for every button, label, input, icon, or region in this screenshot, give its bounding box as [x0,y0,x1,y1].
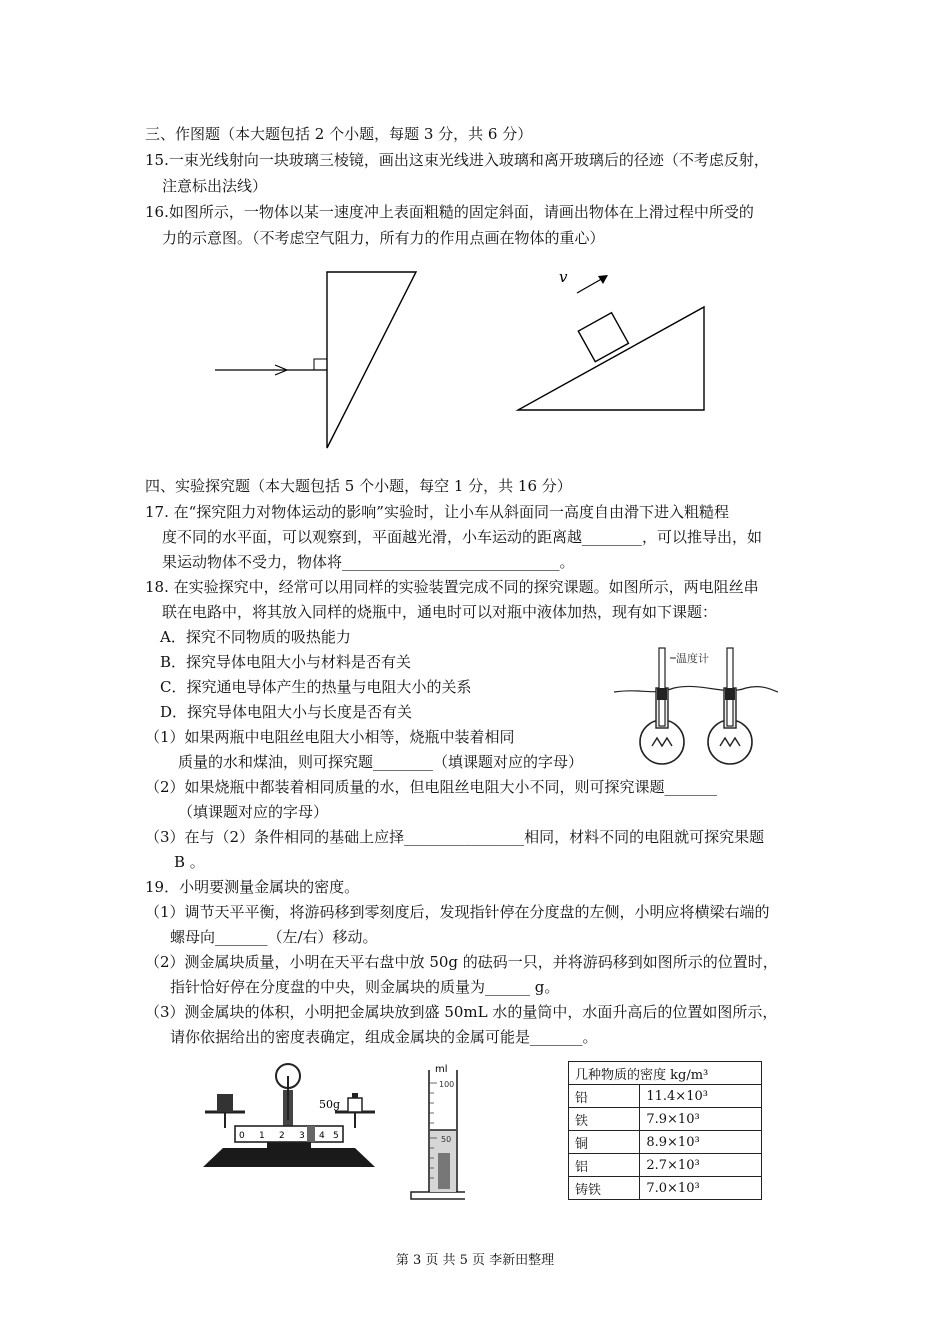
weight-label: 50g [319,1098,341,1111]
page-footer: 第 3 页 共 5 页 李新田整理 [395,1253,555,1268]
measuring-cylinder-figure [405,1058,465,1203]
q16-line1: 16.如图所示，一物体以某一速度冲上表面粗糙的固定斜面，请画出物体在上滑过程中所受的 [145,203,754,221]
incline-figure [515,265,710,415]
q15-line1: 15.一束光线射向一块玻璃三棱镜，画出这束光线进入玻璃和离开玻璃后的径迹（不考虑反射， [145,151,769,169]
scale-tick-0: 0 [239,1131,245,1141]
q15-line2: 注意标出法线） [162,177,268,195]
q19-part3-line2: 请你依据给出的密度表确定，组成金属块的金属可能是_______。 [170,1028,598,1046]
table-cell-name: 铸铁 [569,1177,640,1200]
right-thermometer [727,648,733,726]
density-table-wrapper [568,1061,762,1200]
left-thermometer [659,648,665,726]
q17-line2: 度不同的水平面，可以观察到，平面越光滑，小车运动的距离越________，可以推导出，如 [162,528,763,546]
balance-rider [307,1126,315,1142]
table-row [569,1177,762,1200]
q18-part3-line1: （3）在与（2）条件相同的基础上应择________________相同，材料不同的电阻就可探究果题 [145,828,765,846]
thermometer-label: 温度计 [676,652,709,665]
scale-tick-3: 3 [299,1131,305,1141]
cylinder-mark-50: 50 [441,1135,452,1144]
table-row [569,1131,762,1154]
table-cell-name: 铝 [569,1154,640,1177]
q19-part2-line2: 指针恰好停在分度盘的中央，则金属块的质量为______ g。 [170,978,560,996]
right-heating-wire [720,738,740,746]
table-cell-value: 7.9×10³ [640,1108,762,1131]
q19-part3-line1: （3）测金属块的体积，小明把金属块放到盛 50mL 水的量筒中，水面升高后的位置如图所示， [145,1003,778,1021]
balance-beam-scale [235,1126,343,1142]
q18-option-a: A．探究不同物质的吸热能力 [160,628,351,646]
density-table [568,1061,762,1200]
table-row [569,1108,762,1131]
q18-part1-line2: 质量的水和煤油，则可探究题________（填课题对应的字母） [178,753,584,771]
q19-part2-line1: （2）测金属块质量，小明在天平右盘中放 50g 的砝码一只，并将游码移到如图所示的位置时， [145,953,778,971]
scale-tick-2: 2 [279,1131,285,1141]
q18-option-b: B．探究导体电阻大小与材料是否有关 [160,653,412,671]
prism-figure [210,268,430,453]
table-cell-value: 8.9×10³ [640,1131,762,1154]
q17-line3: 果运动物体不受力，物体将_____________________________。 [162,553,575,571]
q18-part3-line2: B 。 [174,853,205,871]
table-row [569,1154,762,1177]
q18-part2-line1: （2）如果烧瓶中都装着相同质量的水，但电阻丝电阻大小不同，则可探究课题_______ [145,778,718,796]
flask-circuit-figure [612,630,780,775]
table-cell-value: 2.7×10³ [640,1154,762,1177]
table-cell-value: 7.0×10³ [640,1177,762,1200]
table-header-row [569,1062,762,1085]
glass-prism [327,272,416,448]
cylinder-mark-100: 100 [439,1080,455,1089]
metal-block [217,1094,233,1112]
q18-option-d: D．探究导体电阻大小与长度是否有关 [160,703,413,721]
q18-part1-line1: （1）如果两瓶中电阻丝电阻大小相等，烧瓶中装着相同 [145,728,515,746]
balance-base [203,1148,375,1167]
submerged-block [438,1153,450,1189]
right-angle-mark [314,359,327,370]
q19-intro: 19．小明要测量金属块的密度。 [145,878,360,896]
weight-50g [348,1098,362,1112]
left-heating-wire [652,738,672,746]
q19-part1-line2: 螺母向_______（左/右）移动。 [170,928,378,946]
section3-heading: 三、作图题（本大题包括 2 个小题，每题 3 分，共 6 分） [145,125,533,143]
section4-heading: 四、实验探究题（本大题包括 5 个小题，每空 1 分，共 16 分） [145,477,572,495]
scale-tick-1: 1 [259,1131,265,1141]
circuit-wire [614,686,778,692]
right-flask [708,648,752,764]
q16-line2: 力的示意图。（不考虑空气阻力，所有力的作用点画在物体的重心） [162,229,605,247]
cylinder-unit: ml [435,1064,448,1075]
left-flask [640,648,684,764]
q18-part2-line2: （填课题对应的字母） [178,803,329,821]
q18-line2: 联在电路中，将其放入同样的烧瓶中，通电时可以对瓶中液体加热，现有如下课题： [162,603,718,621]
q18-option-c: C．探究通电导体产生的热量与电阻大小的关系 [160,678,472,696]
table-cell-name: 铁 [569,1108,640,1131]
table-cell-name: 铜 [569,1131,640,1154]
q17-line1: 17. 在“探究阻力对物体运动的影响”实验时，让小车从斜面同一高度自由滑下进入粗糙程 [145,503,729,521]
table-header: 几种物质的密度 kg/m³ [569,1062,762,1085]
velocity-label: v [559,268,568,286]
table-cell-value: 11.4×10³ [640,1085,762,1108]
table-cell-name: 铅 [569,1085,640,1108]
block-object [578,313,628,362]
cylinder-base [411,1192,465,1199]
scale-tick-5: 5 [333,1131,339,1141]
scale-tick-4: 4 [319,1131,325,1141]
balance-figure [195,1060,390,1175]
q18-line1: 18. 在实验探究中，经常可以用同样的实验装置完成不同的探究课题。如图所示，两电阻丝串 [145,578,759,596]
table-row [569,1085,762,1108]
q19-part1-line1: （1）调节天平平衡，将游码移到零刻度后，发现指针停在分度盘的左侧，小明应将横梁右端的 [145,903,770,921]
